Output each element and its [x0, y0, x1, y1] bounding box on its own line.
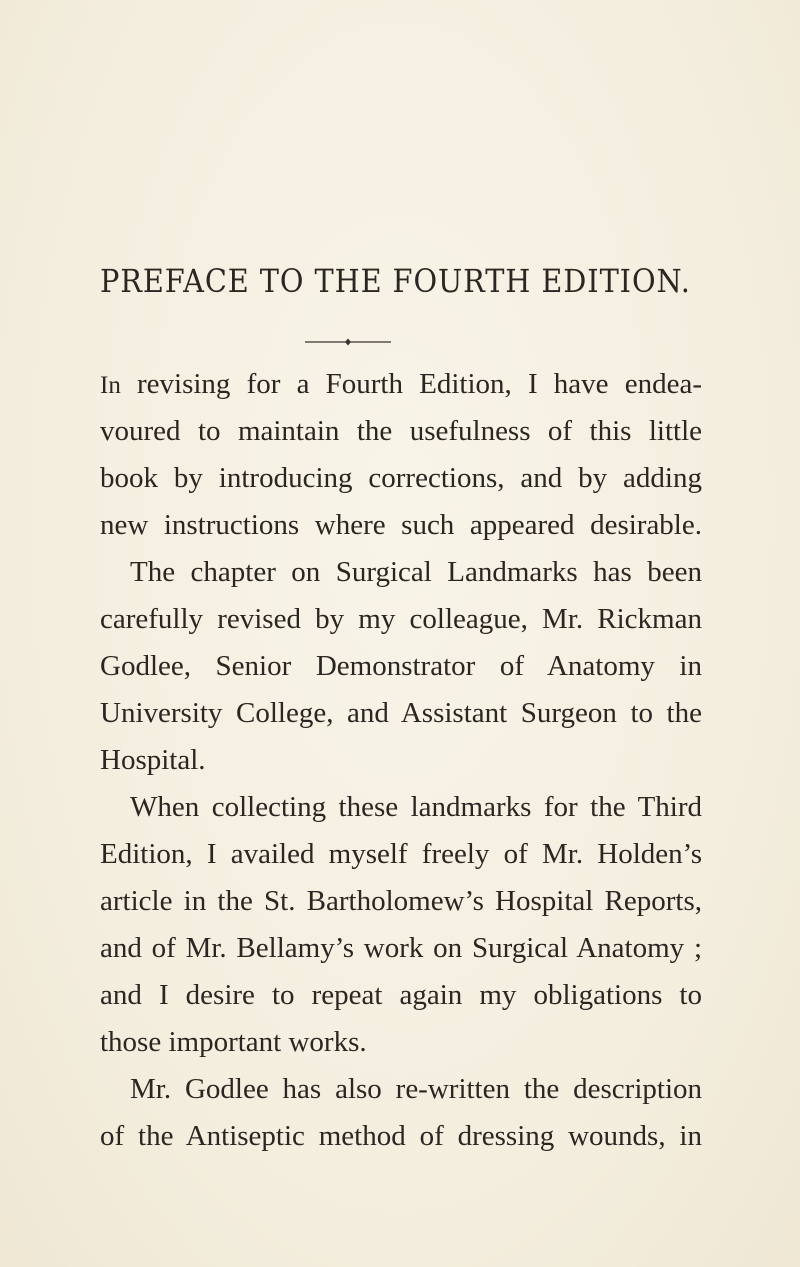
text-line-9: Hospital. — [100, 744, 206, 776]
text-line-6: carefully revised by my colleague, Mr. Rickman — [100, 603, 702, 635]
text-line-16: Mr. Godlee has also re-written the description — [130, 1073, 702, 1105]
text-line-14: and I desire to repeat again my obligations to — [100, 979, 702, 1011]
small-caps-lead: In — [100, 372, 121, 399]
text-line-5: The chapter on Surgical Landmarks has been — [130, 556, 702, 588]
text-line-13: and of Mr. Bellamy’s work on Surgical Anatomy ; — [100, 932, 702, 964]
page-title: PREFACE TO THE FOURTH EDITION. — [100, 262, 691, 300]
text-line-15: those important works. — [100, 1026, 367, 1058]
text-line-10: When collecting these landmarks for the Third — [130, 791, 702, 823]
text-line-12: article in the St. Bartholomew’s Hospital Reports, — [100, 885, 702, 917]
text-line-2: voured to maintain the usefulness of this little — [100, 415, 702, 447]
text-line-17: of the Antiseptic method of dressing wounds, in — [100, 1120, 702, 1152]
text-line-1: In revising for a Fourth Edition, I have endea- — [100, 368, 702, 400]
text-line-4: new instructions where such appeared desirable. — [100, 509, 702, 541]
text-line-3: book by introducing corrections, and by adding — [100, 462, 702, 494]
title-rule-ornament — [305, 337, 391, 347]
text-line-8: University College, and Assistant Surgeon to the — [100, 697, 702, 729]
text-line-11: Edition, I availed myself freely of Mr. Holden’s — [100, 838, 702, 870]
text-line-7: Godlee, Senior Demonstrator of Anatomy in — [100, 650, 702, 682]
